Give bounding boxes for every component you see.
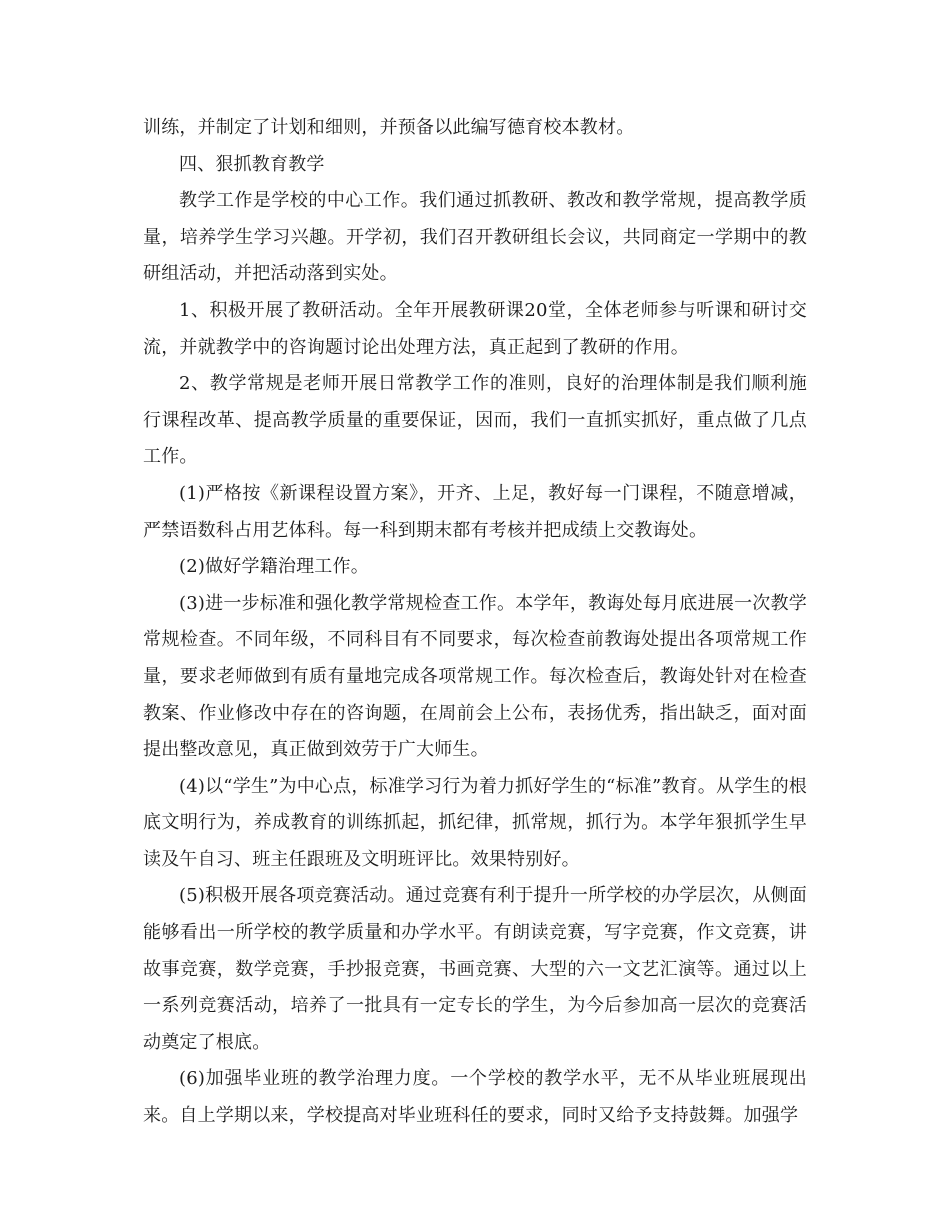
- paragraph-4: 1、积极开展了教研活动。全年开展教研课20堂，全体老师参与听课和研讨交流，并就教学中的咨询题讨论出处理方法，真正起到了教研的作用。: [143, 299, 807, 358]
- paragraph-9: (4)以“学生”为中心点，标准学习行为着力抓好学生的“标准”教育。从学生的根底文明行为，养成教育的训练抓起，抓纪律，抓常规，抓行为。本学年狠抓学生早读及午自习、班主任跟班及文明班评比。效果特别好。: [143, 775, 807, 870]
- section-heading-4: 四、狠抓教育教学: [179, 153, 325, 175]
- paragraph-8: (3)进一步标准和强化教学常规检查工作。本学年，教诲处每月底进展一次教学常规检查。不同年级，不同科目有不同要求，每次检查前教诲处提出各项常规工作量，要求老师做到有质有量地完成各项常规工作。每次检查后，教诲处针对在检查教案、作业修改中存在的咨询题，在周前会上公布，表扬优秀，指出缺乏，面对面提出整改意见，真正做到效劳于广大师生。: [143, 592, 807, 761]
- paragraph-1: 训练，并制定了计划和细则，并预备以此编写德育校本教材。: [143, 117, 635, 138]
- paragraph-5: 2、教学常规是老师开展日常教学工作的准则，良好的治理体制是我们顺利施行课程改革、提高教学质量的重要保证，因而，我们一直抓实抓好，重点做了几点工作。: [143, 373, 807, 468]
- paragraph-7: (2)做好学籍治理工作。: [179, 556, 369, 578]
- paragraph-10: (5)积极开展各项竞赛活动。通过竞赛有利于提升一所学校的办学层次，从侧面能够看出一所学校的教学质量和办学水平。有朗读竞赛，写字竞赛，作文竞赛，讲故事竞赛，数学竞赛，手抄报竞赛，书画竞赛、大型的六一文艺汇演等。通过以上一系列竞赛活动，培养了一批具有一定专长的学生，为今后参加高一层次的竞赛活动奠定了根底。: [143, 885, 807, 1053]
- paragraph-3: 教学工作是学校的中心工作。我们通过抓教研、教改和教学常规，提高教学质量，培养学生学习兴趣。开学初，我们召开教研组长会议，共同商定一学期中的教研组活动，并把活动落到实处。: [143, 190, 807, 285]
- paragraph-6: (1)严格按《新课程设置方案》，开齐、上足，教好每一门课程，不随意增减，严禁语数科占用艺体科。每一科到期末都有考核并把成绩上交教诲处。: [143, 482, 807, 541]
- document-body: [143, 110, 807, 1135]
- paragraph-11: (6)加强毕业班的教学治理力度。一个学校的教学水平，无不从毕业班展现出来。自上学期以来，学校提高对毕业班科任的要求，同时又给予支持鼓舞。加强学: [143, 1068, 807, 1127]
